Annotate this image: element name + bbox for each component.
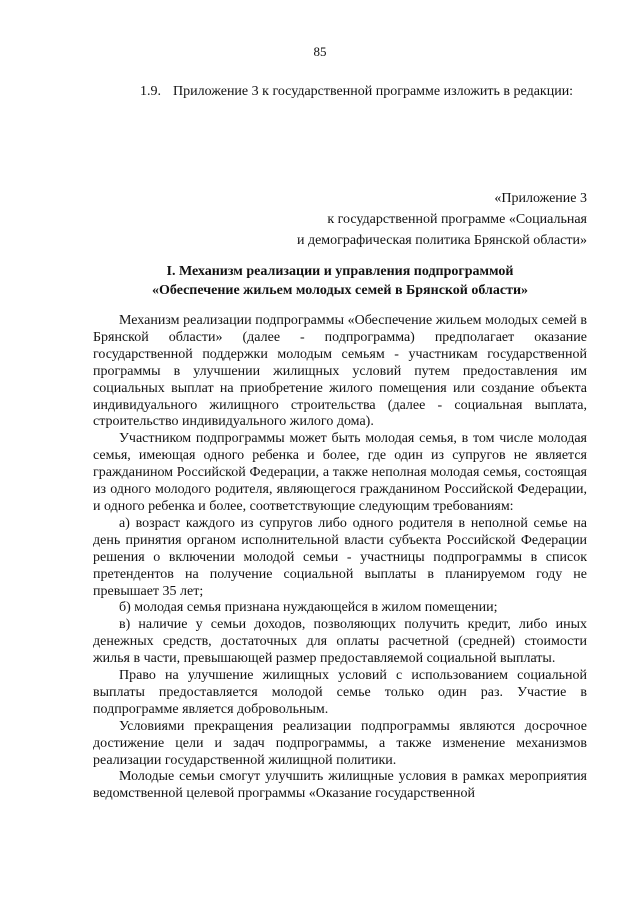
section-heading-line: «Обеспечение жильем молодых семей в Брянской области» (151, 283, 529, 298)
paragraph: а) возраст каждого из супругов либо одного родителя в неполной семье на день принятия органом исполнительной власти субъекта Российской Федерации решения о включении молодой семьи - участницы подпрограммы в список претендентов на получение социальной выплаты в планируемом году не превышает 35 лет; (93, 515, 587, 599)
item-text: Приложение 3 к государственной программе изложить в редакции: (173, 84, 574, 99)
paragraph: в) наличие у семьи доходов, позволяющих получить кредит, либо иных денежных средств, достаточных для оплаты расчетной (средней) стоимости жилья в части, превышающей размер предоставляемой социальной выплаты. (93, 617, 587, 667)
appendix-line: «Приложение 3 (494, 191, 587, 206)
section-heading-line: I. Механизм реализации и управления подпрограммой (166, 264, 514, 279)
appendix-line: к государственной программе «Социальная (327, 212, 587, 227)
appendix-reference (187, 188, 587, 251)
appendix-line: и демографическая политика Брянской области» (296, 233, 587, 248)
paragraph: Молодые семьи смогут улучшить жилищные условия в рамках мероприятия ведомственной целевой программы «Оказание государственной (93, 769, 587, 802)
paragraph: Участником подпрограммы может быть молодая семья, в том числе молодая семья, имеющая одного ребенка и более, где один из супругов не является гражданином Российской Федерации, а также неполная молодая семья, состоящая из одного молодого родителя, являющегося гражданином Российской Федерации, и одного ребенка и более, соответствующие следующим требованиям: (93, 431, 587, 514)
page-number: 85 (313, 44, 327, 59)
amendment-item (140, 84, 600, 100)
body-text (93, 313, 587, 803)
paragraph: Право на улучшение жилищных условий с использованием социальной выплаты предоставляется молодой семье только один раз. Участие в подпрограмме является добровольным. (93, 668, 587, 717)
section-heading (100, 262, 580, 300)
paragraph: б) молодая семья признана нуждающейся в жилом помещении; (119, 600, 498, 616)
paragraph: Механизм реализации подпрограммы «Обеспечение жильем молодых семей в Брянской области» (далее - подпрограмма) предполагает оказание государственной поддержки молодым семьям - участникам государственной программы в улучшении жилищных условий путем предоставления им социальных выплат на приобретение жилого помещения или создание объекта индивидуального жилищного строительства (далее - социальная выплата, строительство индивидуального жилого дома). (93, 313, 587, 430)
item-number: 1.9. (140, 84, 161, 99)
paragraph: Условиями прекращения реализации подпрограммы являются досрочное достижение цели и задач подпрограммы, а также изменение механизмов реализации государственной жилищной политики. (93, 718, 587, 768)
